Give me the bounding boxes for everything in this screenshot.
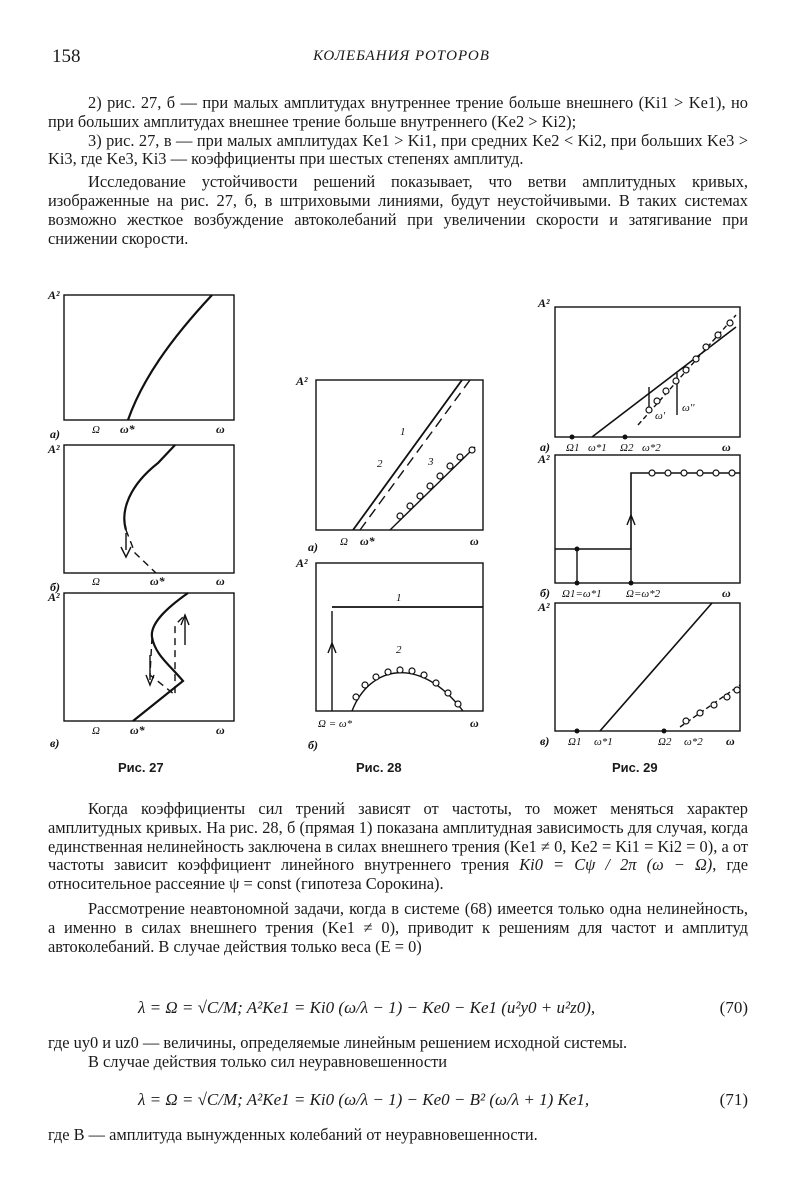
fig29a-frame xyxy=(555,307,740,437)
paragraph-3: где uy0 и uz0 — величины, определяемые линейным решением исходной системы. xyxy=(48,1033,628,1052)
fig29a-omega-prime: ω' xyxy=(655,410,666,422)
figures-area xyxy=(0,285,803,805)
running-head: КОЛЕБАНИЯ РОТОРОВ xyxy=(313,48,490,64)
fig28a-ylabel: A² xyxy=(296,374,308,388)
fig29a-omega-dprime: ω'' xyxy=(682,402,695,414)
paragraph-2: Рассмотрение неавтономной задачи, когда в системе (68) имеется только одна нелинейность, а именно в силах внешнего трения (Ke1 ≠ 0), приводит к решениям для частот и амплитуд автоколебаний. В случае действия только веса (E = 0) xyxy=(48,898,748,956)
fig27b-stable xyxy=(124,445,175,530)
fig27c-frame xyxy=(64,593,234,721)
fig27c-omega-star: ω* xyxy=(130,723,145,737)
fig29c-o2: Ω2 xyxy=(658,736,672,748)
fig29b-ylabel: A² xyxy=(538,452,550,466)
fig28b-ylabel: A² xyxy=(296,556,308,570)
fig29b-panel: б) xyxy=(540,586,550,600)
item-2: 2) рис. 27, б — при малых амплитудах внутреннее трение больше внешнего (Ki1 > Ke1), но при больших амплитудах внешнее трение больше внутреннего (Ke2 > Ki2); xyxy=(48,93,748,131)
fig27b-frame xyxy=(64,445,234,573)
fig29b-step xyxy=(555,473,740,549)
fig27c-xlabel: ω xyxy=(216,723,225,737)
fig29c-ylabel: A² xyxy=(538,600,550,614)
fig29a-panel: а) xyxy=(540,440,550,454)
fig29c-ws2: ω*2 xyxy=(684,736,703,748)
fig28a-xlabel: ω xyxy=(470,534,479,548)
equation-70: λ = Ω = √C/M; A²Ke1 = Ki0 (ω/λ − 1) − Ke0 − Ke1 (u²y0 + u²z0), (70) xyxy=(138,998,748,1017)
equation-71: λ = Ω = √C/M; A²Ke1 = Ki0 (ω/λ − 1) − Ke0 − B² (ω/λ + 1) Ke1, (71) xyxy=(138,1090,748,1109)
fig28a-omega-star: ω* xyxy=(360,534,375,548)
fig27b-unstable xyxy=(126,530,156,573)
fig27a-omega: Ω xyxy=(92,424,100,436)
top-text xyxy=(48,94,748,248)
fig27c-panel: в) xyxy=(50,736,60,750)
fig29c-ws1: ω*1 xyxy=(594,736,613,748)
fig27a-omega-star: ω* xyxy=(120,422,135,436)
fig29c-panel: в) xyxy=(540,734,550,748)
bottom-text xyxy=(48,800,748,956)
fig27b-ylabel: A² xyxy=(48,442,60,456)
fig29b-xlabel: ω xyxy=(722,586,731,600)
fig27c-curve xyxy=(133,593,188,721)
fig29c-line xyxy=(600,603,712,731)
fig28b-xlabel: ω xyxy=(470,716,479,730)
fig29b-eq1: Ω1=ω*1 xyxy=(562,588,602,600)
page-header xyxy=(0,46,803,72)
fig28a-panel: а) xyxy=(308,540,318,554)
fig27b-panel: б) xyxy=(50,580,60,594)
fig27c-ylabel: A² xyxy=(48,590,60,604)
fig29a-ws1: ω*1 xyxy=(588,442,607,454)
fig29c-xlabel: ω xyxy=(726,734,735,748)
fig27b-omega: Ω xyxy=(92,576,100,588)
fig27b-omega-star: ω* xyxy=(150,574,165,588)
fig28b-curve1-label: 1 xyxy=(396,592,402,604)
page-number: 158 xyxy=(52,46,81,67)
fig27a-panel: а) xyxy=(50,427,60,441)
fig29b-frame xyxy=(555,455,740,583)
fig29a-o1: Ω1 xyxy=(566,442,580,454)
paragraph-3-block xyxy=(48,1034,748,1072)
fig28b-curve2-label: 2 xyxy=(396,644,402,656)
fig27a-xlabel: ω xyxy=(216,422,225,436)
fig28a-curve3-label: 3 xyxy=(428,456,434,468)
fig28b-omega-eq: Ω = ω* xyxy=(318,718,353,730)
fig29a-ws2: ω*2 xyxy=(642,442,661,454)
fig29a-xlabel: ω xyxy=(722,440,731,454)
paragraph-1: Когда коэффициенты сил трений зависят от частоты, то может меняться характер амплитудных кривых. На рис. 28, б (прямая 1) показана амплитудная зависимость для случая, когда единственная нелинейность заключена в силах внешнего трения (Ke1 ≠ 0, Ke2 = Ki1 = Ki2 = 0), а от частоты зависит коэффициент линейного внутреннего трения Ki0 = Cψ / 2π (ω − Ω), где относительное рассеяние ψ = const (гипотеза Сорокина). xyxy=(48,799,748,894)
fig27a-curve xyxy=(128,295,212,420)
fig28-caption: Рис. 28 xyxy=(356,760,402,775)
fig28b-panel: б) xyxy=(308,738,318,752)
fig29a-o2: Ω2 xyxy=(620,442,634,454)
paragraph-4: В случае действия только сил неуравновешенности xyxy=(88,1051,448,1071)
fig29-caption: Рис. 29 xyxy=(612,760,658,775)
fig27c-omega: Ω xyxy=(92,725,100,737)
fig29b-eq2: Ω=ω*2 xyxy=(626,588,661,600)
fig28a-curve1-label: 1 xyxy=(400,426,406,438)
fig28a-line2 xyxy=(360,380,470,530)
stability-paragraph: Исследование устойчивости решений показывает, что ветви амплитудных кривых, изображенные на рис. 27, б, в штриховыми линиями, будут неустойчивыми. В таких системах возможно жесткое возбуждение автоколебаний при увеличении скорости и затягивание при снижении скорости. xyxy=(48,172,748,248)
fig28a-curve2-label: 2 xyxy=(377,458,383,470)
item-3: 3) рис. 27, в — при малых амплитудах Ke1 > Ki1, при средних Ke2 < Ki2, при больших Ke3 > Ki3, где Ke3, Ki3 — коэффициенты при шестых степенях амплитуд. xyxy=(48,130,748,169)
fig29c-o1: Ω1 xyxy=(568,736,582,748)
fig28b-frame xyxy=(316,563,483,711)
paragraph-5-block xyxy=(48,1126,748,1145)
ki0-formula: Ki0 = Cψ / 2π (ω − Ω) xyxy=(519,855,713,875)
fig28a-omega: Ω xyxy=(340,536,348,548)
fig29c-frame xyxy=(555,603,740,731)
paragraph-5: где B — амплитуда вынужденных колебаний от неуравновешенности. xyxy=(48,1125,538,1144)
fig27a-frame xyxy=(64,295,234,420)
fig27b-xlabel: ω xyxy=(216,574,225,588)
fig27a-ylabel: A² xyxy=(48,288,60,302)
fig29a-ylabel: A² xyxy=(538,296,550,310)
fig27-caption: Рис. 27 xyxy=(118,760,164,775)
